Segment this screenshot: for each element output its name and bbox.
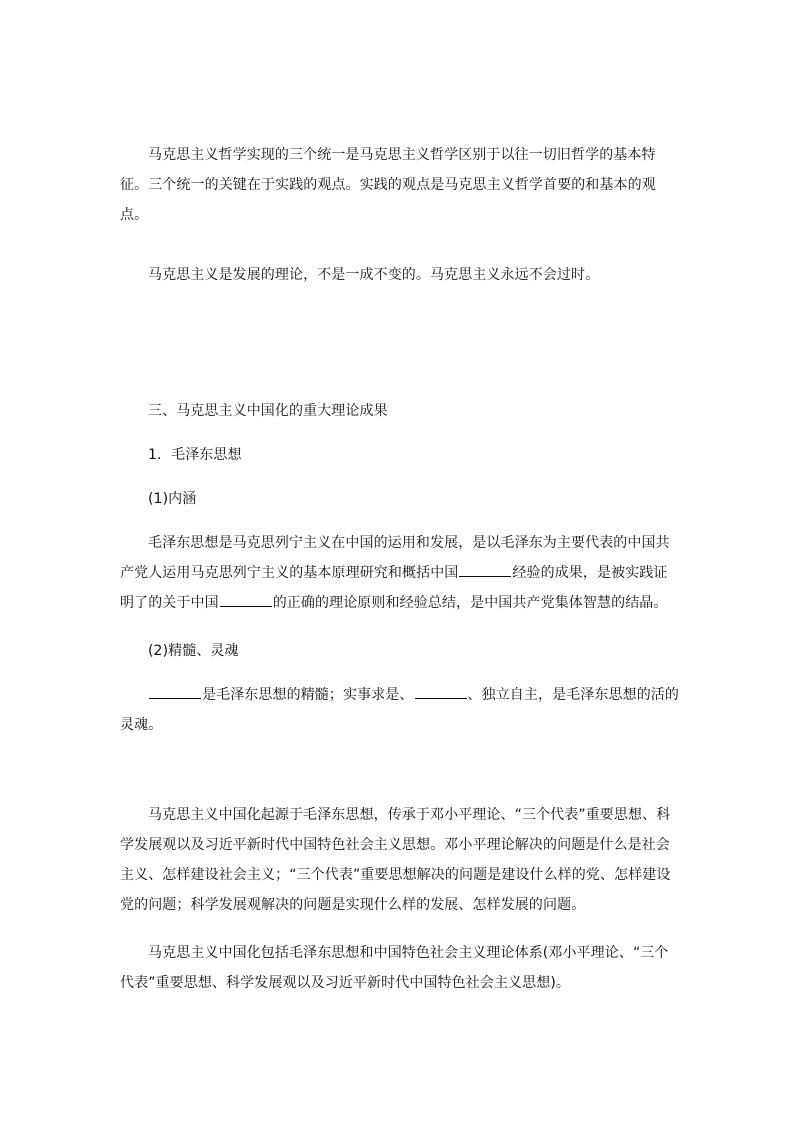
subsection-mao-thought: 1．毛泽东思想	[148, 447, 242, 463]
essence-text-b: 、独立自主，是毛泽东思想的活的灵魂。	[120, 687, 679, 733]
paragraph-development-theory: 马克思主义是发展的理论，不是一成不变的。马克思主义永远不会过时。	[148, 267, 600, 283]
fill-in-blank[interactable]	[415, 682, 467, 699]
paragraph-essence	[120, 680, 680, 740]
fill-in-blank[interactable]	[220, 590, 272, 607]
paragraph-connotation	[120, 528, 680, 618]
paragraph-sinicization-scope: 马克思主义中国化包括毛泽东思想和中国特色社会主义理论体系(邓小平理论、“三个代表”重要思想、科学发展观以及习近平新时代中国特色社会主义思想)。	[120, 945, 669, 991]
fill-in-blank[interactable]	[149, 682, 201, 699]
essence-text-a: 是毛泽东思想的精髓；实事求是、	[202, 687, 414, 703]
item-connotation-label: (1)内涵	[148, 491, 197, 507]
connotation-text-b: 经验的成果，是被实践证明了的关于中国	[120, 565, 668, 611]
paragraph-three-unities: 马克思主义哲学实现的三个统一是马克思主义哲学区别于以往一切旧哲学的基本特征。三个统一的关键在于实践的观点。实践的观点是马克思主义哲学首要的和基本的观点。	[120, 147, 656, 223]
paragraph-sinicization-origin: 马克思主义中国化起源于毛泽东思想，传承于邓小平理论、“三个代表”重要思想、科学发展观以及习近平新时代中国特色社会主义思想。邓小平理论解决的问题是什么是社会主义、怎样建设社会主义；“三个代表”重要思想解决的问题是建设什么样的党、怎样建设党的问题；科学发展观解决的问题是实现什么样的发展、怎样发展的问题。	[120, 807, 671, 913]
connotation-text-c: 的正确的理论原则和经验总结，是中国共产党集体智慧的结晶。	[272, 595, 668, 611]
fill-in-blank[interactable]	[459, 560, 511, 577]
connotation-text-a: 毛泽东思想是马克思列宁主义在中国的运用和发展，是以毛泽东为主要代表的中国共产党人运用马克思列宁主义的基本原理研究和概括中国	[120, 535, 670, 581]
item-essence-label: (2)精髓、灵魂	[148, 643, 239, 659]
section-title: 三、马克思主义中国化的重大理论成果	[148, 403, 388, 419]
